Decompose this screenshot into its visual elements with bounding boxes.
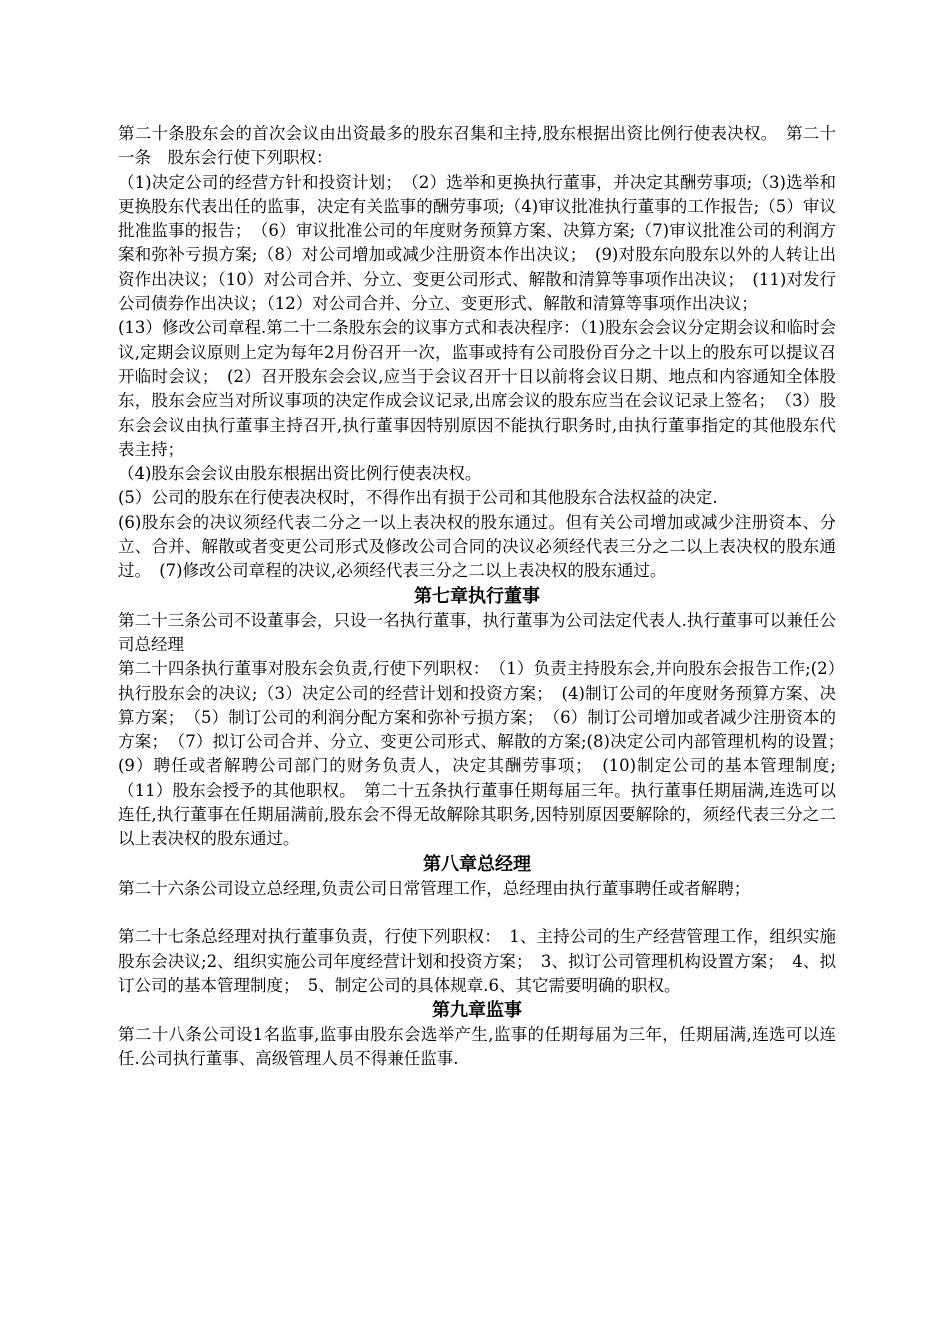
shareholder-obligation-paragraph: (5）公司的股东在行使表决权时，不得作出有损于公司和其他股东合法权益的决定. xyxy=(118,488,718,508)
chapter-7-heading: 第七章执行董事 xyxy=(414,585,540,607)
article-27-paragraph: 第二十七条总经理对执行董事负责，行使下列职权： 1、主持公司的生产经营管理工作，组织实施股东会决议;2、组织实施公司年度经营计划和投资方案； 3、拟订公司管理机构设置方案； 4、拟订公司的基本管理制度； 5、制定公司的具体规章.6、其它需要明确的职权。 xyxy=(118,927,836,995)
article-24-25-paragraph: 第二十四条执行董事对股东会负责,行使下列职权： （1）负责主持股东会,并向股东会报告工作;(2）执行股东会的决议;（3）决定公司的经营计划和投资方案； (4)制订公司的年度财务预算方案、决算方案； （5）制订公司的利润分配方案和弥补亏损方案； （6）制订公司增加或者减少注册资本的方案； （7）拟订公司合并、分立、变更公司形式、解散的方案;(8)决定公司内部管理机构的设置； (9）聘任或者解聘公司部门的财务负责人，决定其酬劳事项； (10)制定公司的基本管理制度;（11）股东会授予的其他职权。 第二十五条执行董事任期每届三年。执行董事任期届满,连选可以连任,执行董事在任期届满前,股东会不得无故解除其职务,因特别原因要解除的，须经代表三分之二以上表决权的股东通过。 xyxy=(118,659,853,849)
document-body xyxy=(118,122,853,1072)
shareholder-powers-list: （1)决定公司的经营方针和投资计划； （2）选举和更换执行董事，并决定其酬劳事项;（3)选举和更换股东代表出任的监事，决定有关监事的酬劳事项;（4)审议批准执行董事的工作报告;（5）审议批准监事的报告； （6）审议批准公司的年度财务预算方案、决算方案;（7)审议批准公司的利润方案和弥补亏损方案;（8）对公司增加或减少注册资本作出决议； (9)对股东向股东以外的人转让出资作出决议；（10）对公司合并、分立、变更公司形式、解散和清算等事项作出决议； (11)对发行公司债券作出决议；（12）对公司合并、分立、变更形式、解散和清算等事项作出决议； xyxy=(118,172,836,314)
blank-line xyxy=(118,901,836,925)
chapter-9-heading: 第九章监事 xyxy=(432,1000,522,1022)
article-23-paragraph: 第二十三条公司不设董事会，只设一名执行董事，执行董事为公司法定代表人.执行董事可以兼任公司总经理 xyxy=(118,610,836,654)
article-28-paragraph: 第二十八条公司设1名监事,监事由股东会选举产生,监事的任期每届为三年，任期届满,连选可以连任.公司执行董事、高级管理人员不得兼任监事. xyxy=(118,1025,836,1069)
article-20-paragraph: 第二十条股东会的首次会议由出资最多的股东召集和主持,股东根据出资比例行使表决权。 第二十一条 股东会行使下列职权： xyxy=(118,124,836,168)
resolution-rules-paragraph: (6)股东会的决议须经代表二分之一以上表决权的股东通过。但有关公司增加或减少注册资本、分立、合并、解散或者变更公司形式及修改公司合同的决议必须经代表三分之二以上表决权的股东通过。 (7)修改公司章程的决议,必须经代表三分之二以上表决权的股东通过。 xyxy=(118,512,836,581)
chapter-8-heading: 第八章总经理 xyxy=(423,853,531,875)
article-22-paragraph: (13）修改公司章程.第二十二条股东会的议事方式和表决程序：（1)股东会会议分定期会议和临时会议,定期会议原则上定为每年2月份召开一次，监事或持有公司股份百分之十以上的股东可以提议召开临时会议； (2）召开股东会会议,应当于会议召开十日以前将会议日期、地点和内容通知全体股东，股东会应当对所议事项的决定作成会议记录,出席会议的股东应当在会议记录上签名； （3）股东会会议由执行董事主持召开,执行董事因特别原因不能执行职务时,由执行董事指定的其他股东代表主持； xyxy=(118,318,836,459)
voting-rights-paragraph: （4)股东会会议由股东根据出资比例行使表决权。 xyxy=(118,464,482,484)
article-26-paragraph: 第二十六条公司设立总经理,负责公司日常管理工作，总经理由执行董事聘任或者解聘； xyxy=(118,878,751,898)
